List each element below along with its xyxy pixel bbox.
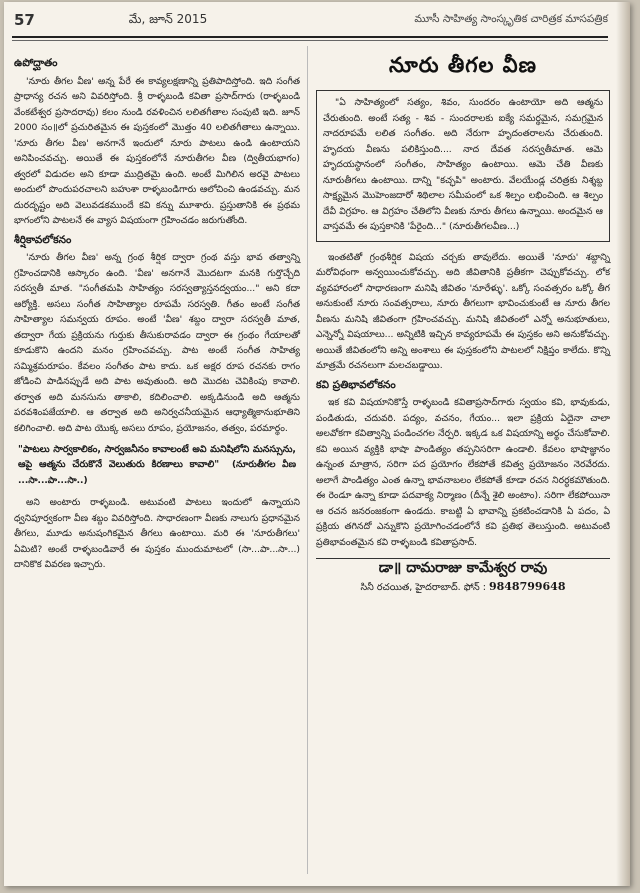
- intro-paragraph: 'నూరు తీగల వీణ' అన్న పేరే ఈ కావ్యలక్షణాన్ని ప్రతిపాదిస్తోంది. ఇది సంగీత ప్రాధాన్య రచన అని వివరిస్తోంది. శ్రీ రాళ్ళబండి కవితా ప్రసాద్‌గారు (రాళ్ళబండి వేంకటేశ్వర ప్రసాదరావు) కలం నుండి రవళించిన లలితగీతాల సంపుటి ఇది. జూన్ 2000 సం॥లో ప్రచురితమైన ఈ పుస్తకంలో మొత్తం 40 లలితగీతాలు ఉన్నాయి. 'నూరు తీగల వీణ' అనగానే ఇందులో నూరు పాటలు ఉండి ఉంటాయని అనిపించవచ్చు. అయితే ఈ పుస్తకంలోనే నూరుతీగల వీణ (ద్వితీయభాగం) త్వరలో విడుదల అని కూడా ముద్రితమై ఉంది. అంటే మిగిలిన అరవై పాటలు అందులో పొందుపరచాలని బహుశా రాళ్ళబండిగారు ఆలోచించి ఉండవచ్చు. మన దురదృష్టం అది వెలువడకముందే కవి కన్ను మూశారు. ప్రస్తుతానికి ఈ ప్రథమ భాగంలోని పాటలనే ఈ వ్యాస విషయంగా గ్రహించడం జరుగుతోంది.: [14, 75, 300, 226]
- author-block: [316, 558, 610, 595]
- author-phone: 9848799648: [488, 579, 566, 593]
- magazine-title: మూసీ సాహిత్య సాంస్కృతిక చారిత్రక మాసపత్రిక: [414, 12, 608, 25]
- section-heading-title-review: శీర్షికావలోకనం: [14, 233, 72, 246]
- page-header: [14, 8, 608, 32]
- right-column: [316, 48, 610, 595]
- pull-quote-source: (నూరుతీగల వీణ ...సా...పా...సా..): [18, 460, 297, 486]
- pull-quote: [18, 442, 296, 489]
- pull-quote-text: "పాటలు సార్వకాలికం, సార్వజనీనం కావాలంటే అవి మనిషిలోని మనస్సును, ఆపై ఆత్మను చేరుకొనే వెలుతురు కిరణాలు కావాలి": [18, 444, 296, 470]
- magazine-page: [4, 2, 630, 886]
- quoted-box: [316, 90, 610, 242]
- section-heading-intro: ఉపోద్ఘాతం: [14, 57, 58, 69]
- author-name: డా॥ దామరాజు కామేశ్వర రావు: [316, 558, 610, 579]
- poet-paragraph: ఇక కవి విషయానికొస్తే రాళ్ళబండి కవితాప్రసాద్‌గారు స్వయం కవి, భావుకుడు, పండితుడు, చదువరి. పద్యం, వచనం, గేయం... ఇలా ప్రక్రియ ఏదైనా చాలా అలవోకగా కవిత్వాన్ని పండించగల నేర్పరి. ఇక్కడ ఒక విషయాన్ని అర్థం చేసుకోవాలి. కవి అయిన వ్యక్తికి భాషా పాండిత్యం తప్పనిసరిగా ఉండాలి. కేవలం భాషాజ్ఞానం ఉన్నంత మాత్రాన, సరిగా పద ప్రయోగం లేకపోతే కవిత్వ ప్రయోజనం నెరవేరదు. అలాగే పాండిత్యం ఎంత ఉన్నా భావనాబలం లేకపోతే కూడా రచన నిరర్ధకమౌతుంది. ఈ రెండూ ఉన్నా కూడా పదవాక్య నిర్మాణం (దీన్నే శైలి అంటాం). సరిగా లేకపోయినా ఆ రచన జనరంజకంగా ఉండదు. కాబట్టి ఏ భావాన్ని ప్రకటించడానికి ఏ పదం, ఏ ప్రక్రియ తగినదో ఎన్నుకొని ప్రయోగించడంలోనే కవి ప్రతిభ తెలుస్తుంది. అటువంటి ప్రతిభావంతమైన కవి రాళ్ళబండి కవితాప్రసాద్.: [316, 397, 610, 548]
- right-paragraph: ఇంతటితో గ్రంథశీర్షిక విషయ చర్చకు తావులేదు. అయితే 'నూరు' శబ్దాన్ని మరోవిధంగా అన్వయించుకోవచ్చు. అది జీవితానికి ప్రతీకగా చెప్పుకోవచ్చు. లోక వ్యవహారంలో సాధారణంగా మనిషి జీవితం 'నూరేళ్ళు'. ఒక్కో సంవత్సరం ఒక్కో తీగ అనుకుంటే నూరు సంవత్సరాలు, నూరు తీగలుగా భావించుకుంటే ఆ నూరు తీగల వీణను మనిషి జీవితంగా గ్రహించవచ్చు. మనిషి జీవితంలో ఎన్నో అనుభూతులు, ఎన్నెన్నో విషయాలు... అన్నిటికి ఇచ్చిన కావ్యరూపమే ఈ పుస్తకం అని అనుకోవచ్చు. అయితే జీవితంలోని అన్ని అంశాలు ఈ పుస్తకంలోని పాటలలో నిక్షిప్తం కాలేదు. కొన్ని మాత్రమే రచనలుగా మలచబడ్డాయి.: [316, 251, 610, 371]
- header-rule: [12, 36, 608, 38]
- author-info: [316, 579, 610, 596]
- issue-date: మే, జూన్ 2015: [128, 11, 208, 26]
- title-review-paragraph: 'నూరు తీగల వీణ' అన్న గ్రంథ శీర్షిక ద్వారా గ్రంథ వస్తు భావ తత్వాన్ని గ్రహించడానికి ఆస్కారం ఉంది. 'వీణ' అనగానే మొదటగా మనకి గుర్తొచ్చేది సరస్వతీ మాత. "సంగీతమపి సాహిత్యం సరస్వత్యాస్తనద్వయం..." అని కదా ఆర్యోక్తి. అసలు సంగీత సాహిత్యాల రూపమే సరస్వతి. గీతం అంటే సంగీత సాహిత్యాల సమన్వయ రూపం. అంటే 'వీణ' శబ్దం ద్వారా సరస్వతీ మాత, తద్వారా గేయ ప్రక్రియను గుర్తుకు తీసుకురావడం ద్వారా ఈ గ్రంథం గేయాలతో కూడుకొని ఉందని మనం గ్రహించవచ్చు. పాట అంటే సంగీత సాహిత్య సమ్మిశ్రమరూపం. కేవలం సంగీతం పాట కాదు. ఒక అక్షర రూప రచనకు రాగం జోడించి పాడినప్పుడే అది పాట అవుతుంది. అది మొదట చెవికింపు కావాలి. తర్వాత అది మనసును తాకాలి, కదిలించాలి. అక్కడినుండి అది ఆత్మను పరవశింపజేయాలి. ఆ తర్వాత అది అనిర్వచనీయమైన ఆధ్యాత్మికానుభూతిని కలిగించాలి. అది పాట యొక్క అసలు రూపం, ప్రయోజనం, తత్వం, పరమార్థం.: [14, 252, 300, 434]
- left-closing-paragraph: అని అంటారు రాళ్ళబండి. అటువంటి పాటలు ఇందులో ఉన్నాయని ధ్వనిపూర్వకంగా వీణ శబ్దం వివరిస్తోంది. సాధారణంగా వీణకు నాలుగు ప్రధానమైన తీగలు, మూడు అనుషంగికమైన తీగలు ఉంటాయి. మరి ఈ 'నూరుతీగలు' ఏమిటి? అంటే రాళ్ళబండివారే ఈ పుస్తకం ముందుమాటలో (సా...పా...సా...) దానికొక వివరణ ఇచ్చారు.: [14, 497, 300, 570]
- page-number: 57: [14, 11, 35, 29]
- author-description: సినీ రచయిత, హైదరాబాద్. ఫోన్ :: [360, 581, 486, 593]
- header-rule-thin: [12, 40, 608, 41]
- quoted-box-text: "ఏ సాహిత్యంలో సత్యం, శివం, సుందరం ఉంటాయో అది ఆత్మను చేరుతుంది. అంటే సత్య - శివ - సుందరాలకు ఐక్యే సమర్థమైన, సమగ్రమైన నాదరూపమే లలిత సంగీతం. అది నేరుగా హృదంతరాలను చేరుతుంది. హృదయ వీణను పలికిస్తుంది.... నాద దేవత సరస్వతీమాత. ఆమె హృదయస్థానంలో సంగీతం, సాహిత్యం ఉంటాయి. ఆమె చేతి వీణకు నూరుతీగలు ఉంటాయి. దాన్ని "కచ్ఛపి" అంటారు. వేలయేండ్ల చరిత్రకు నిశ్శబ్ద సాక్ష్యమైన మొహెంజదారో శిథిలాల సమీపంలో ఒక శిల్పం లభించింది. ఆ శిల్పం దేవీ విగ్రహం. ఆ విగ్రహం చేతిలోని వీణకు నూరు తీగలు ఉన్నాయి. అందమైన ఆ వాస్తవమే ఈ పుస్తకానికి 'పేరైంది..." (నూరుతీగలవీణ...): [323, 97, 603, 232]
- left-column: [14, 52, 300, 575]
- section-heading-poet: కవి ప్రతిభావలోకనం: [316, 378, 396, 391]
- article-title: నూరు తీగల వీణ: [389, 53, 537, 77]
- column-divider: [307, 46, 308, 874]
